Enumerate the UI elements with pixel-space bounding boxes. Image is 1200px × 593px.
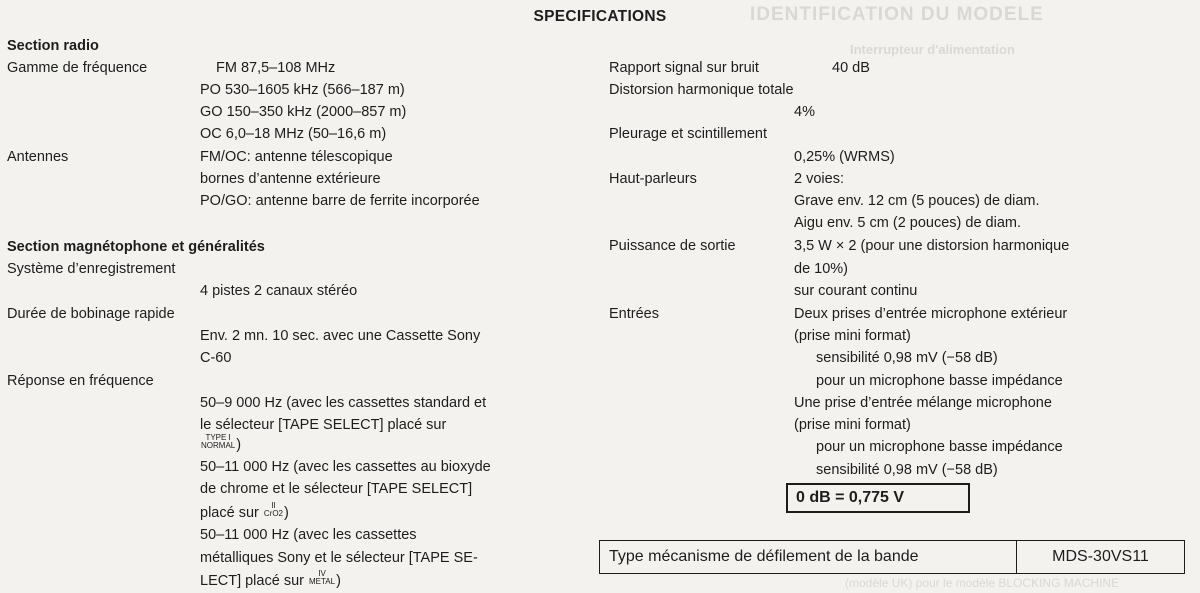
freq-po: PO 530–1605 kHz (566–187 m) bbox=[200, 82, 405, 98]
radio-section-heading: Section radio bbox=[7, 38, 99, 54]
freq-fm: FM 87,5–108 MHz bbox=[216, 60, 336, 76]
type4-bottom: METAL bbox=[309, 577, 336, 586]
speakers-label: Haut-parleurs bbox=[609, 171, 697, 187]
inputs-label: Entrées bbox=[609, 306, 659, 322]
antenna-po-go: PO/GO: antenne barre de ferrite incorporée bbox=[200, 193, 480, 209]
inputs-line-5: Une prise d’entrée mélange microphone bbox=[794, 395, 1052, 411]
background-bleed-subheading: Interrupteur d'alimentation bbox=[850, 42, 1015, 57]
close-paren: ) bbox=[284, 504, 289, 521]
response-metal-line-1: 50–11 000 Hz (avec les cassettes bbox=[200, 527, 417, 543]
snr-label: Rapport signal sur bruit bbox=[609, 60, 759, 76]
mechanism-label: Type mécanisme de défilement de la bande bbox=[600, 541, 1017, 573]
reference-level: 0 dB = 0,775 V bbox=[796, 489, 905, 506]
freq-oc: OC 6,0–18 MHz (50–16,6 m) bbox=[200, 126, 387, 142]
thd-label: Distorsion harmonique totale bbox=[609, 82, 794, 98]
antenna-external: bornes d’antenne extérieure bbox=[200, 171, 381, 187]
rewind-time-label: Durée de bobinage rapide bbox=[7, 306, 175, 322]
mechanism-table bbox=[599, 540, 1185, 574]
freq-response-label: Réponse en fréquence bbox=[7, 373, 154, 389]
response-metal-line-2: métalliques Sony et le sélecteur [TAPE SE- bbox=[200, 550, 478, 566]
type4-top: IV bbox=[318, 569, 326, 578]
freq-range-label: Gamme de fréquence bbox=[7, 60, 148, 76]
response-normal-line-2: le sélecteur [TAPE SELECT] placé sur bbox=[200, 417, 447, 433]
inputs-line-1: Deux prises d’entrée microphone extérieur bbox=[794, 306, 1068, 322]
inputs-line-2: (prise mini format) bbox=[794, 328, 911, 344]
type2-bottom: CrO2 bbox=[263, 509, 283, 518]
inputs-line-8: sensibilité 0,98 mV (−58 dB) bbox=[816, 462, 998, 478]
recording-system-label: Système d’enregistrement bbox=[7, 261, 176, 277]
inputs-line-7: pour un microphone basse impédance bbox=[816, 439, 1063, 455]
close-paren: ) bbox=[336, 572, 341, 589]
placed-on-text: LECT] placé sur bbox=[200, 572, 304, 589]
power-line-1: 3,5 W × 2 (pour une distorsion harmonique bbox=[794, 238, 1070, 254]
speakers-woofer: Grave env. 12 cm (5 pouces) de diam. bbox=[794, 193, 1040, 209]
type1-top: TYPE I bbox=[205, 433, 231, 442]
response-metal-line-3 bbox=[200, 569, 341, 589]
reference-level-box bbox=[786, 483, 970, 513]
rewind-time-line-2: C-60 bbox=[200, 350, 232, 366]
recording-system-value: 4 pistes 2 canaux stéréo bbox=[200, 283, 358, 299]
power-label: Puissance de sortie bbox=[609, 238, 736, 254]
inputs-line-3: sensibilité 0,98 mV (−58 dB) bbox=[816, 350, 998, 366]
wow-value: 0,25% (WRMS) bbox=[794, 149, 895, 165]
response-cro2-line-1: 50–11 000 Hz (avec les cassettes au bioxyde bbox=[200, 459, 491, 475]
page-title: SPECIFICATIONS bbox=[533, 8, 667, 25]
speakers-tweeter: Aigu env. 5 cm (2 pouces) de diam. bbox=[794, 215, 1022, 231]
type2-top: II bbox=[271, 501, 276, 510]
inputs-line-6: (prise mini format) bbox=[794, 417, 911, 433]
response-normal-line-1: 50–9 000 Hz (avec les cassettes standard et bbox=[200, 395, 487, 411]
speakers-ways: 2 voies: bbox=[794, 171, 844, 187]
placed-on-text: placé sur bbox=[200, 504, 259, 521]
mechanism-value: MDS-30VS11 bbox=[1052, 548, 1149, 565]
response-cro2-line-3 bbox=[200, 501, 289, 521]
antennas-label: Antennes bbox=[7, 149, 69, 165]
power-line-2: de 10%) bbox=[794, 261, 849, 277]
wow-label: Pleurage et scintillement bbox=[609, 126, 767, 142]
background-bleed-caption: (modèle UK) pour le modèle BLOCKING MACHINE bbox=[845, 576, 1120, 590]
tape-section-heading: Section magnétophone et généralités bbox=[7, 239, 265, 255]
background-bleed-heading: IDENTIFICATION DU MODELE bbox=[750, 4, 1044, 25]
power-line-3: sur courant continu bbox=[794, 283, 918, 299]
type1-bottom: NORMAL bbox=[201, 441, 236, 450]
snr-value: 40 dB bbox=[832, 60, 870, 76]
antenna-fm-oc: FM/OC: antenne télescopique bbox=[200, 149, 393, 165]
inputs-line-4: pour un microphone basse impédance bbox=[816, 373, 1063, 389]
rewind-time-line-1: Env. 2 mn. 10 sec. avec une Cassette Sony bbox=[200, 328, 481, 344]
close-paren: ) bbox=[236, 436, 242, 453]
thd-value: 4% bbox=[794, 104, 815, 120]
response-cro2-line-2: de chrome et le sélecteur [TAPE SELECT] bbox=[200, 481, 473, 497]
freq-go: GO 150–350 kHz (2000–857 m) bbox=[200, 104, 407, 120]
tape-type-normal-marker bbox=[200, 433, 242, 453]
